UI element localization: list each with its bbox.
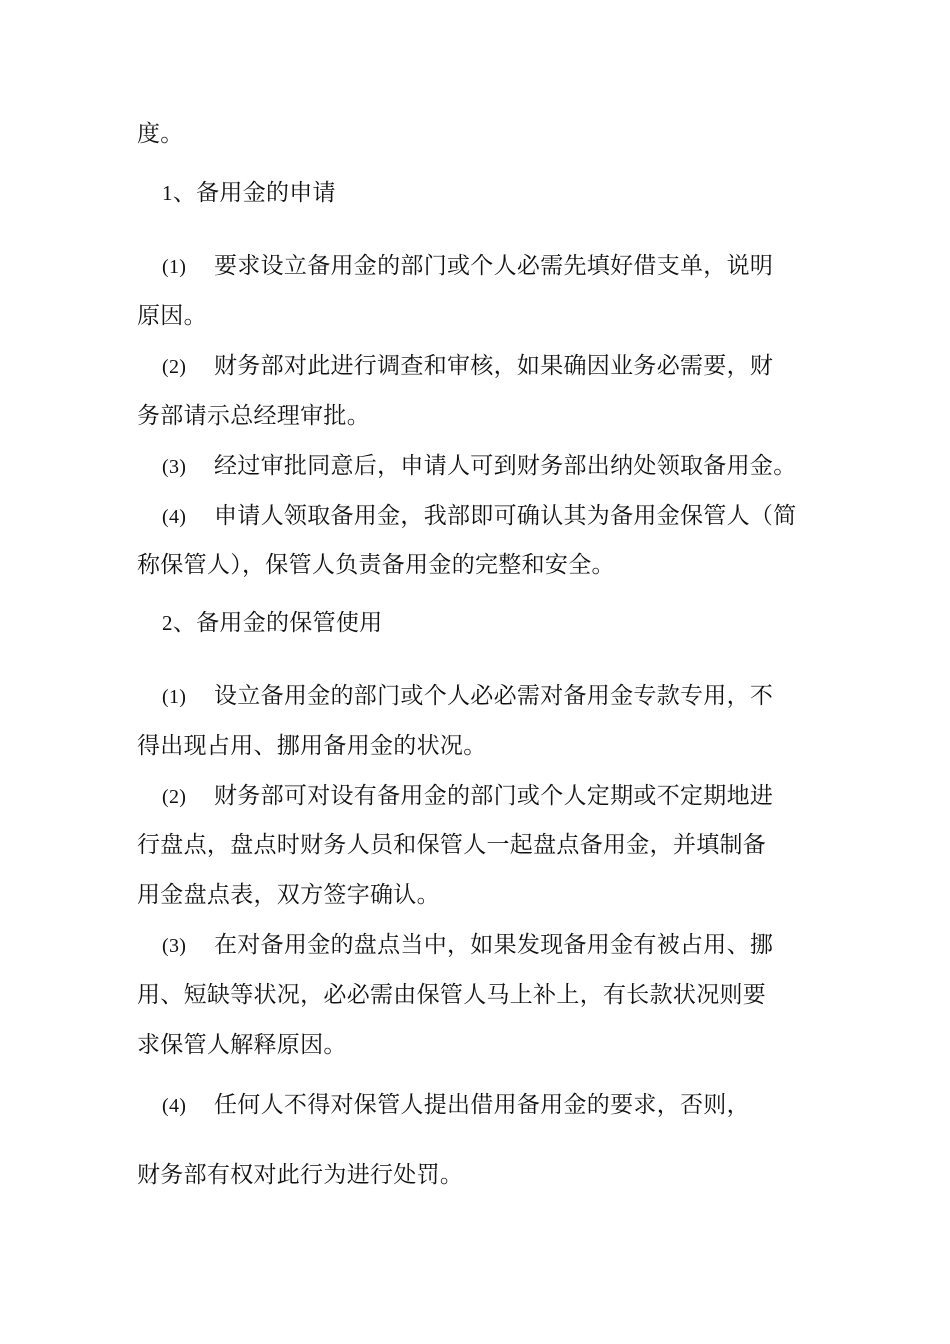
text-line (137, 119, 184, 149)
text-line (137, 830, 766, 860)
item-text: 要求设立备用金的部门或个人必需先填好借支单，说明 (214, 253, 774, 279)
section-number: 1 (162, 181, 173, 205)
item-number: (2) (162, 786, 187, 808)
section-title: 、备用金的保管使用 (172, 610, 383, 636)
item-text: 申请人领取备用金，我部即可确认其为备用金保管人（简 (214, 503, 797, 529)
list-item-2-1 (162, 681, 773, 712)
item-text-continued: 得出现占用、挪用备用金的状况。 (137, 733, 487, 759)
list-item-1-1 (162, 251, 773, 282)
text-line (137, 1160, 463, 1190)
item-text: 财务部对此进行调查和审核，如果确因业务必需要，财 (214, 353, 774, 379)
text-line (137, 1030, 347, 1060)
item-text: 经过审批同意后，申请人可到财务部出纳处领取备用金。 (214, 453, 797, 479)
item-text-continued: 原因。 (137, 303, 207, 329)
item-number: (1) (162, 686, 187, 708)
item-text-continued: 财务部有权对此行为进行处罚。 (137, 1162, 464, 1188)
item-number: (3) (162, 935, 187, 957)
item-number: (1) (162, 256, 187, 278)
item-text-continued: 行盘点，盘点时财务人员和保管人一起盘点备用金，并填制备 (137, 832, 767, 858)
item-text-continued: 用金盘点表，双方签字确认。 (137, 882, 440, 908)
list-item-1-2 (162, 351, 773, 382)
item-number: (4) (162, 506, 187, 528)
section-heading-1 (162, 178, 336, 208)
item-text-continued: 求保管人解释原因。 (137, 1032, 347, 1058)
text-line (137, 401, 370, 431)
list-item-1-4 (162, 501, 797, 532)
item-text-continued: 称保管人），保管人负责备用金的完整和安全。 (137, 552, 615, 578)
item-text-continued: 务部请示总经理审批。 (137, 403, 370, 429)
text: 度。 (137, 121, 184, 147)
text-line (137, 550, 615, 580)
text-line (137, 731, 487, 761)
list-item-1-3 (162, 451, 797, 482)
item-text-continued: 用、短缺等状况，必必需由保管人马上补上，有长款状况则要 (137, 982, 767, 1008)
section-heading-2 (162, 608, 383, 638)
list-item-2-4 (162, 1090, 750, 1121)
item-text: 任何人不得对保管人提出借用备用金的要求，否则， (214, 1092, 750, 1118)
text-line (137, 301, 207, 331)
item-number: (4) (162, 1095, 187, 1117)
item-text: 在对备用金的盘点当中，如果发现备用金有被占用、挪 (214, 932, 774, 958)
text-line (137, 880, 440, 910)
section-number: 2 (162, 611, 173, 635)
section-title: 、备用金的申请 (172, 180, 336, 206)
item-text: 财务部可对设有备用金的部门或个人定期或不定期地进 (214, 783, 774, 809)
item-text: 设立备用金的部门或个人必必需对备用金专款专用，不 (214, 683, 774, 709)
item-number: (2) (162, 356, 187, 378)
text-line (137, 980, 766, 1010)
list-item-2-3 (162, 930, 773, 961)
list-item-2-2 (162, 781, 773, 812)
item-number: (3) (162, 456, 187, 478)
